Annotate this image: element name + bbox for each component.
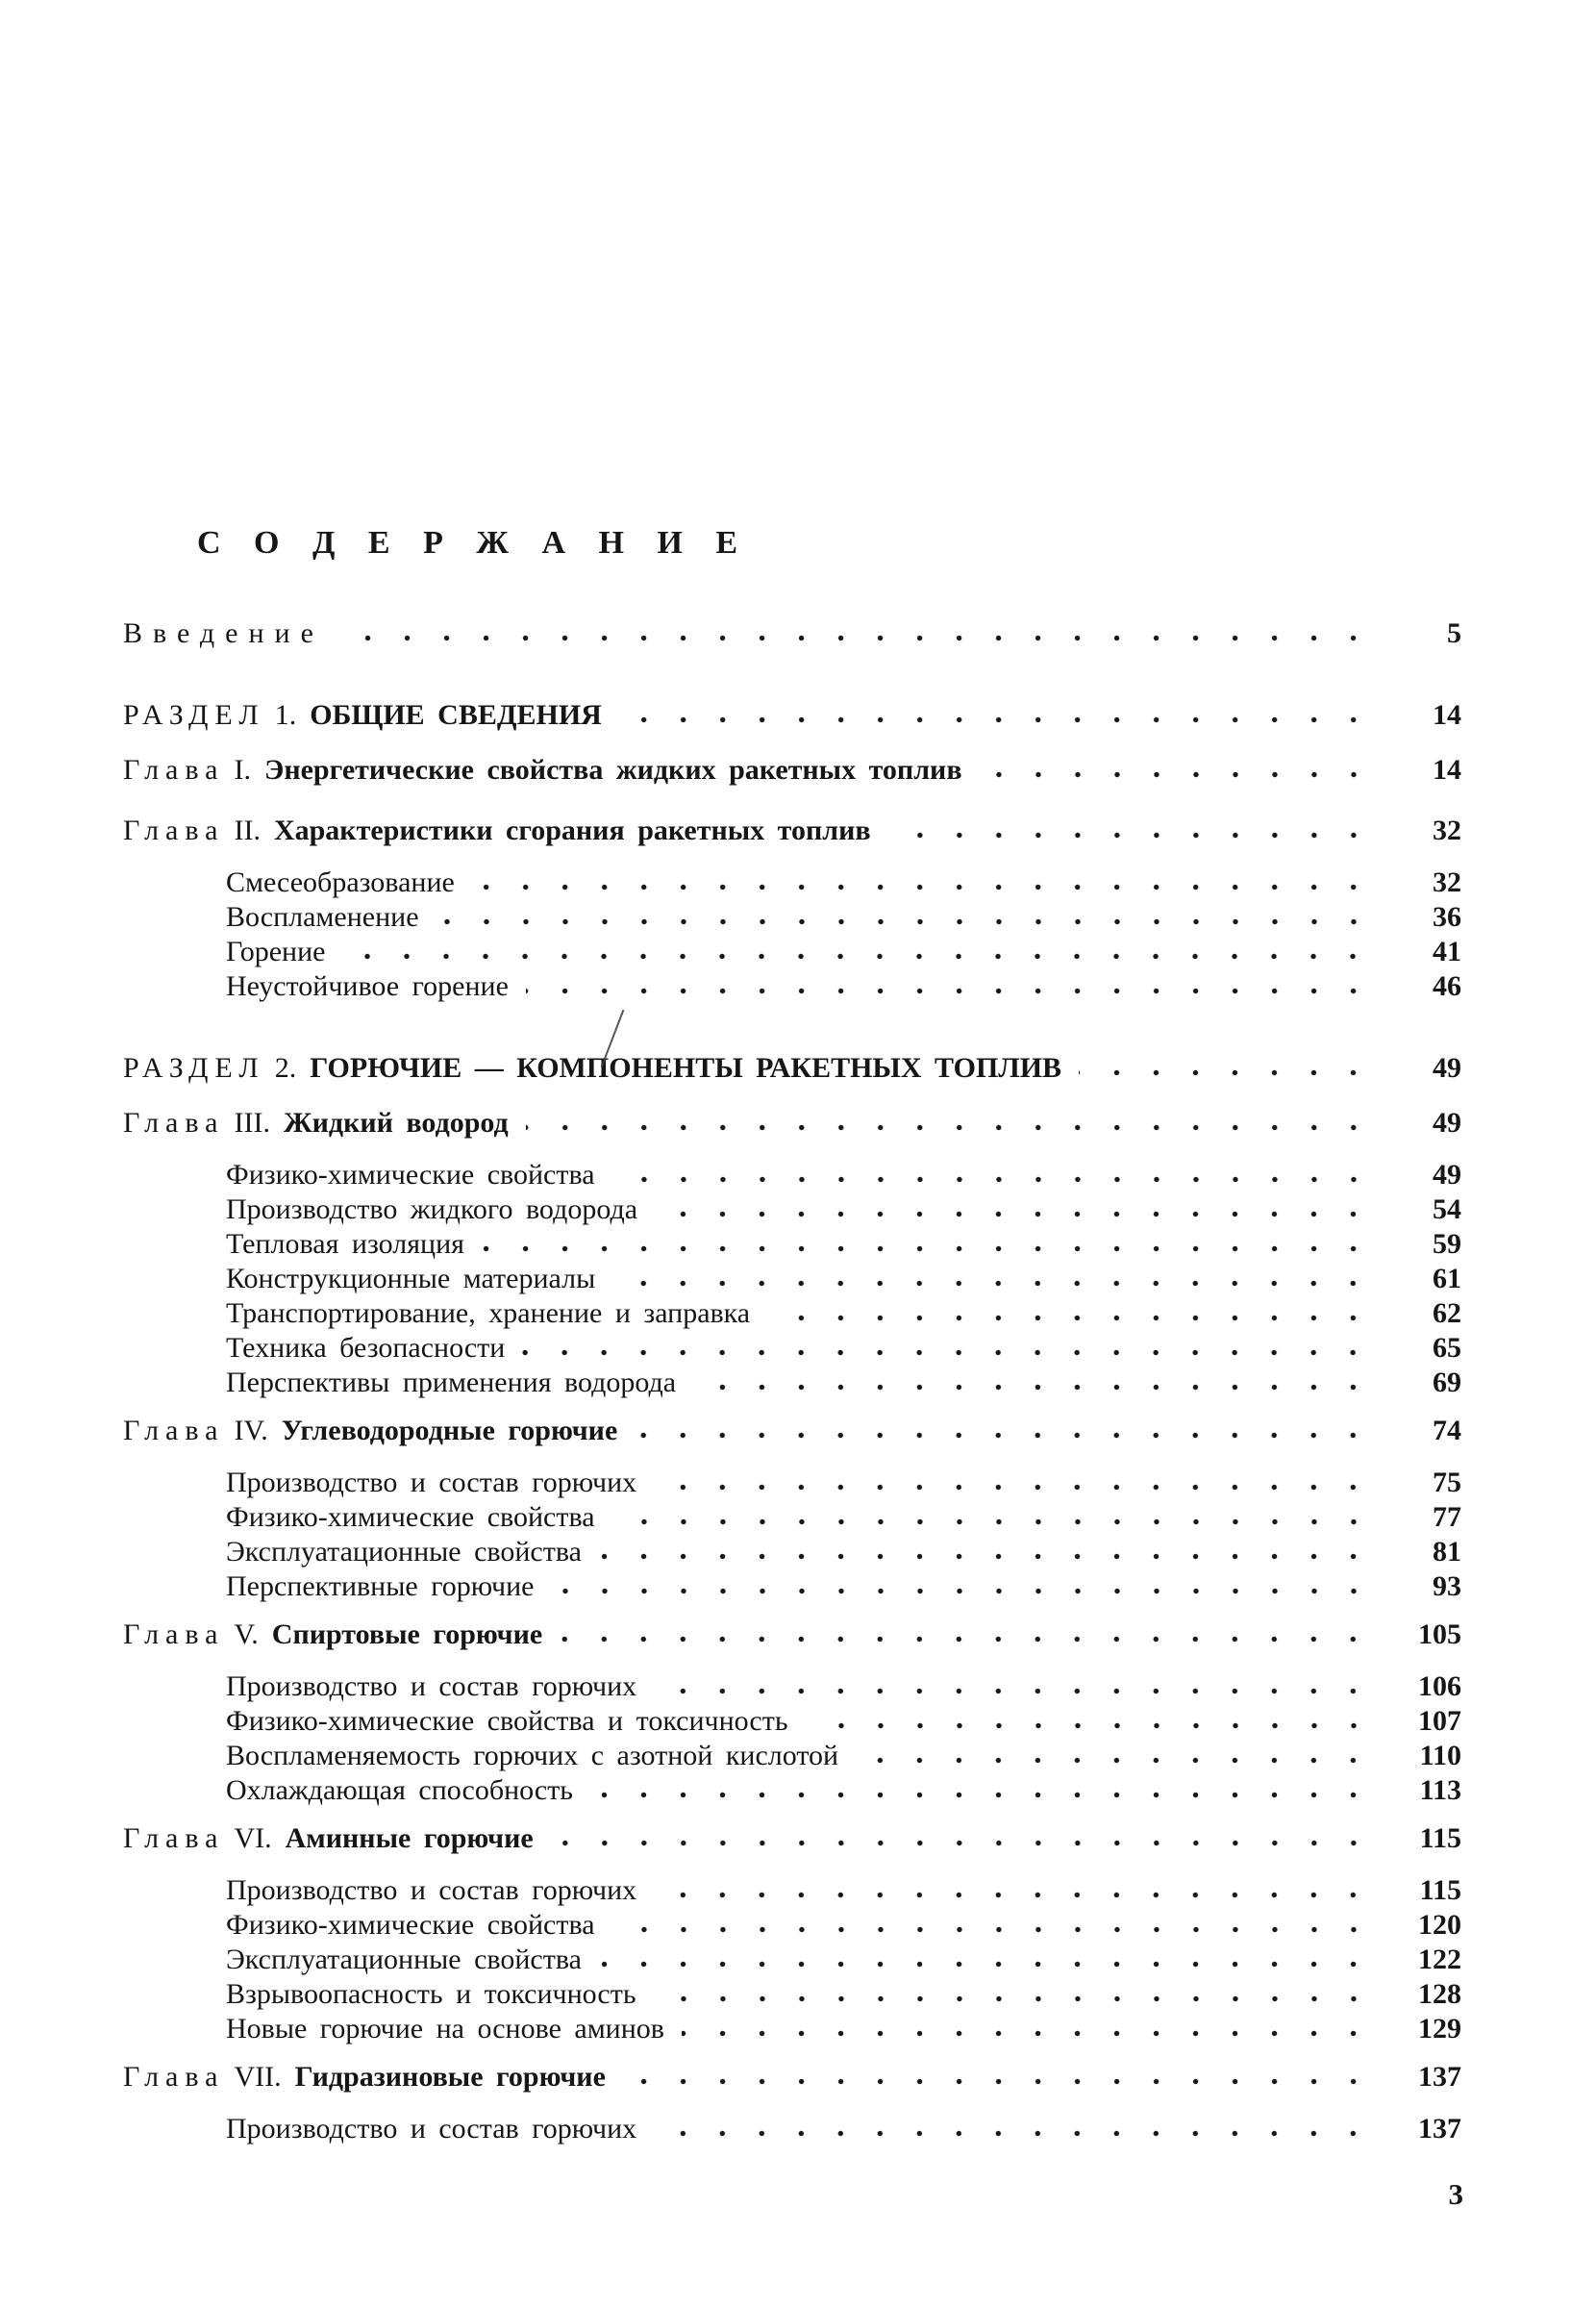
toc-row <box>123 900 1461 934</box>
toc-entry-page: 54 <box>1433 1193 1461 1225</box>
toc-entry-label: Производство и состав горючих <box>226 1467 637 1498</box>
toc-entry-page: 49 <box>1433 1052 1461 1084</box>
dot-leader <box>590 1791 1375 1799</box>
dot-leader <box>654 1994 1375 2003</box>
toc-entry-page: 120 <box>1418 1909 1461 1941</box>
toc-row <box>123 753 1461 787</box>
dot-leader <box>599 1552 1375 1561</box>
toc-row <box>123 1227 1461 1261</box>
toc-entry-page: 137 <box>1418 2113 1461 2145</box>
toc-entry-label: Физико-химические свойства <box>226 1501 595 1533</box>
dot-leader <box>635 1431 1375 1440</box>
dot-leader <box>980 770 1375 779</box>
toc-row <box>123 698 1461 732</box>
toc-row <box>123 1192 1461 1226</box>
toc-entry-page: 74 <box>1433 1415 1461 1446</box>
toc-entry-number: II. <box>234 815 261 846</box>
toc-entry-page: 41 <box>1433 936 1461 967</box>
toc-row <box>123 1466 1461 1499</box>
dot-leader <box>526 1123 1375 1132</box>
dot-leader <box>612 1175 1375 1184</box>
dot-leader <box>551 1839 1375 1847</box>
dot-leader <box>522 1348 1375 1357</box>
toc-entry-prefix: Глава <box>123 1822 225 1854</box>
toc-entry-page: 110 <box>1419 1740 1461 1771</box>
dot-leader <box>612 1518 1375 1526</box>
toc-entry-label: ОБЩИЕ СВЕДЕНИЯ <box>310 699 602 731</box>
toc-row <box>123 969 1461 1003</box>
dot-leader <box>682 2029 1375 2038</box>
toc-row <box>123 1704 1461 1738</box>
toc-entry-label: Конструкционные материалы <box>226 1263 596 1294</box>
toc-entry-page: 14 <box>1433 699 1461 731</box>
dot-leader <box>654 1483 1375 1492</box>
dot-leader <box>612 1279 1375 1288</box>
dot-leader <box>1079 1068 1375 1077</box>
dot-leader <box>623 2077 1375 2086</box>
toc-row <box>123 616 1461 650</box>
dot-leader <box>806 1721 1375 1730</box>
toc-entry-page: 5 <box>1447 617 1461 649</box>
toc-entry-label: Производство жидкого водорода <box>226 1193 638 1225</box>
toc-row <box>123 1051 1461 1085</box>
dot-leader <box>655 1210 1375 1218</box>
toc-entry-page: 59 <box>1433 1228 1461 1260</box>
toc-entry-page: 32 <box>1433 815 1461 846</box>
toc-entry-page: 61 <box>1433 1263 1461 1294</box>
toc-entry-label: Введение <box>123 617 324 649</box>
toc-row <box>123 1366 1461 1399</box>
toc-entry-label: Физико-химические свойства <box>226 1909 595 1941</box>
toc-row <box>123 935 1461 968</box>
dot-leader <box>619 715 1375 724</box>
toc-row <box>123 1669 1461 1703</box>
toc-row <box>123 1943 1461 1976</box>
toc-entry-label: Техника безопасности <box>226 1332 506 1364</box>
toc-entry-prefix: РАЗДЕЛ <box>123 1052 265 1084</box>
dot-leader <box>767 1314 1375 1322</box>
toc-entry-label: Новые горючие на основе аминов <box>226 2013 664 2045</box>
toc-row <box>123 1535 1461 1568</box>
toc-entry-number: 2. <box>274 1052 297 1084</box>
toc-entry-page: 36 <box>1433 901 1461 933</box>
toc-row <box>123 1106 1461 1140</box>
toc-entry-prefix: Глава <box>123 1618 225 1650</box>
dot-leader <box>342 952 1375 961</box>
toc-entry-prefix: Глава <box>123 1415 225 1446</box>
toc-row <box>123 814 1461 847</box>
toc-row <box>123 1739 1461 1772</box>
dot-leader <box>436 917 1375 926</box>
toc-entry-page: 129 <box>1418 2013 1461 2045</box>
toc-entry-page: 77 <box>1433 1501 1461 1533</box>
toc-entry-page: 46 <box>1433 970 1461 1002</box>
toc-row <box>123 866 1461 899</box>
toc-row <box>123 1262 1461 1295</box>
toc-entry-label: Воспламенение <box>226 901 419 933</box>
toc-entry-page: 65 <box>1433 1332 1461 1364</box>
toc-entry-number: V. <box>234 1618 259 1650</box>
toc-entry-label: Энергетические свойства жидких ракетных топлив <box>263 754 962 786</box>
toc-list <box>123 616 1461 2145</box>
toc-row <box>123 1331 1461 1365</box>
toc-entry-label: Аминные горючие <box>285 1822 534 1854</box>
toc-entry-page: 122 <box>1418 1944 1461 1975</box>
toc-row <box>123 2112 1461 2145</box>
toc-entry-page: 62 <box>1433 1297 1461 1329</box>
toc-row <box>123 1908 1461 1942</box>
dot-leader <box>654 1687 1375 1695</box>
toc-row <box>123 1773 1461 1807</box>
toc-row <box>123 1296 1461 1330</box>
toc-entry-page: 93 <box>1433 1570 1461 1602</box>
toc-entry-label: Эксплуатационные свойства <box>226 1944 582 1975</box>
toc-entry-page: 32 <box>1433 866 1461 898</box>
toc-entry-page: 137 <box>1418 2061 1461 2093</box>
toc-entry-prefix: Глава <box>123 815 225 846</box>
toc-row <box>123 1977 1461 2011</box>
toc-row <box>123 2060 1461 2094</box>
toc-row <box>123 1569 1461 1603</box>
dot-leader <box>856 1756 1375 1765</box>
toc-entry-label: Эксплуатационные свойства <box>226 1536 582 1568</box>
toc-entry-number: 1. <box>274 699 297 731</box>
toc-entry-page: 113 <box>1419 1774 1461 1806</box>
toc-entry-page: 115 <box>1419 1874 1461 1906</box>
toc-row <box>123 1158 1461 1192</box>
toc-entry-label: Производство и состав горючих <box>226 1874 637 1906</box>
toc-entry-label: Физико-химические свойства и токсичность <box>226 1705 788 1737</box>
toc-entry-page: 128 <box>1418 1978 1461 2010</box>
toc-row <box>123 1414 1461 1447</box>
toc-entry-page: 115 <box>1419 1822 1461 1854</box>
toc-entry-label: Воспламеняемость горючих с азотной кислотой <box>226 1740 839 1771</box>
toc-row <box>123 1500 1461 1534</box>
toc-entry-page: 105 <box>1418 1618 1461 1650</box>
dot-leader <box>482 1244 1375 1253</box>
toc-entry-label: Перспективные горючие <box>226 1570 535 1602</box>
toc-entry-page: 81 <box>1433 1536 1461 1568</box>
toc-entry-label: Транспортирование, хранение и заправка <box>226 1297 751 1329</box>
toc-entry-label: Спиртовые горючие <box>271 1618 543 1650</box>
toc-entry-page: 107 <box>1418 1705 1461 1737</box>
folio-page-number: 3 <box>1448 2177 1463 2211</box>
dot-leader <box>654 1891 1375 1899</box>
toc-entry-number: VII. <box>234 2061 282 2093</box>
page-title: С О Д Е Р Ж А Н И Е <box>197 525 751 561</box>
toc-entry-page: 14 <box>1433 754 1461 786</box>
toc-entry-label: Производство и состав горючих <box>226 1670 637 1702</box>
toc-entry-label: Смесеобразование <box>226 866 455 898</box>
toc-row <box>123 2012 1461 2045</box>
dot-leader <box>526 987 1375 995</box>
toc-entry-label: Перспективы применения водорода <box>226 1367 677 1398</box>
dot-leader <box>654 2129 1375 2138</box>
toc-row <box>123 1821 1461 1855</box>
dot-leader <box>612 1925 1375 1934</box>
toc-entry-label: Углеводородные горючие <box>281 1415 618 1446</box>
toc-entry-label: Неустойчивое горение <box>226 970 509 1002</box>
toc-entry-page: 69 <box>1433 1367 1461 1398</box>
toc-entry-number: VI. <box>234 1822 272 1854</box>
toc-entry-prefix: Глава <box>123 1107 225 1139</box>
toc-row <box>123 1873 1461 1907</box>
toc-entry-label: Характеристики сгорания ракетных топлив <box>273 815 871 846</box>
toc-entry-prefix: Глава <box>123 2061 225 2093</box>
toc-entry-number: I. <box>234 754 251 786</box>
toc-entry-page: 75 <box>1433 1467 1461 1498</box>
toc-entry-label: Гидразиновые горючие <box>294 2061 606 2093</box>
dot-leader <box>888 831 1375 840</box>
toc-entry-page: 49 <box>1433 1107 1461 1139</box>
dot-leader <box>599 1960 1375 1969</box>
toc-entry-label: Охлаждающая способность <box>226 1774 573 1806</box>
toc-entry-label: Жидкий водород <box>283 1107 509 1139</box>
dot-leader <box>472 883 1375 891</box>
toc-entry-label: ГОРЮЧИЕ — КОМПОНЕНТЫ РАКЕТНЫХ ТОПЛИВ <box>310 1052 1062 1084</box>
toc-entry-label: Производство и состав горючих <box>226 2113 637 2145</box>
toc-entry-label: Тепловая изоляция <box>226 1228 464 1260</box>
toc-row <box>123 1618 1461 1651</box>
dot-leader <box>552 1587 1376 1595</box>
dot-leader <box>341 634 1375 642</box>
toc-entry-label: Взрывоопасность и токсичность <box>226 1978 636 2010</box>
toc-entry-prefix: РАЗДЕЛ <box>123 699 265 731</box>
toc-entry-page: 49 <box>1433 1159 1461 1191</box>
toc-entry-label: Физико-химические свойства <box>226 1159 595 1191</box>
toc-entry-number: IV. <box>234 1415 268 1446</box>
toc-entry-number: III. <box>234 1107 270 1139</box>
toc-entry-prefix: Глава <box>123 754 225 786</box>
dot-leader <box>560 1635 1375 1643</box>
dot-leader <box>693 1383 1375 1392</box>
toc-entry-label: Горение <box>226 936 326 967</box>
toc-entry-page: 106 <box>1418 1670 1461 1702</box>
